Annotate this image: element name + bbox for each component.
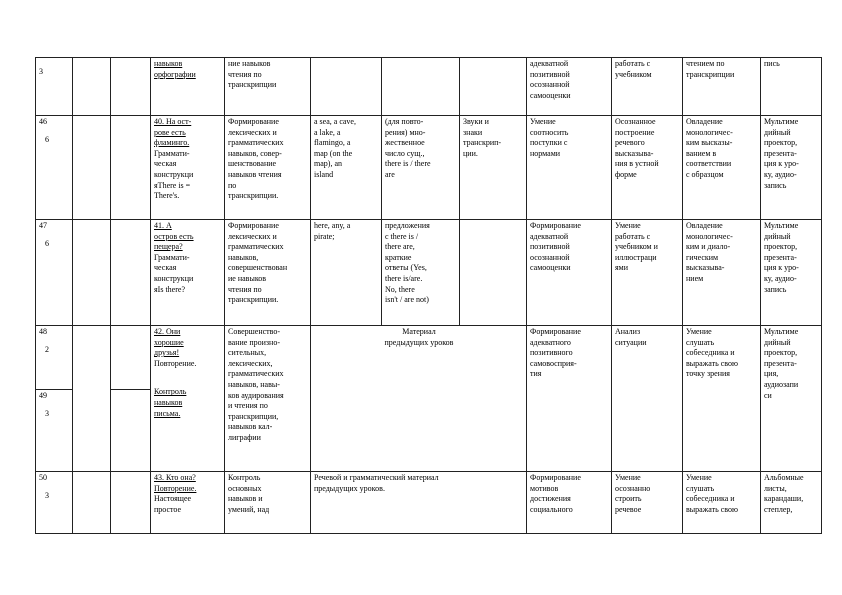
subject-results-cell: Умение слушать собеседника и выражать свою (683, 472, 761, 534)
topic-cell (151, 220, 225, 326)
lesson-hours: 3 (45, 408, 49, 418)
personal-results-cell: Формирование адекватной позитивной осознанной самооценки (527, 220, 612, 326)
equipment-cell: Мультиме дийный проектор, презента- ция к уро- ку, аудио- запись (761, 220, 822, 326)
topic-subtitle: Граммати- ческая конструкци яThere is = There's. (154, 148, 194, 201)
metasubject-results-cell: Умение осознанно строить речевое (612, 472, 683, 534)
empty-cell (111, 472, 151, 534)
lesson-hours: 6 (45, 238, 49, 248)
lesson-number-cell (36, 326, 73, 390)
vocabulary-cell (311, 58, 382, 116)
skills-cell: Контроль основных навыков и умений, над (225, 472, 311, 534)
topic-subtitle: Граммати- ческая конструкци яIs there? (154, 252, 194, 294)
empty-cell (111, 58, 151, 116)
lesson-plan-table (35, 57, 822, 534)
equipment-cell: Мультиме дийный проектор, презента- ция, аудиозапи си (761, 326, 822, 472)
equipment-cell: Альбомные листы, карандаши, степлер, (761, 472, 822, 534)
vocabulary-cell: here, any, a pirate; (311, 220, 382, 326)
lesson-number-cell (36, 220, 73, 326)
lesson-number-cell (36, 472, 73, 534)
material-cell: Речевой и грамматический материал предыдущих уроков. (311, 472, 527, 534)
empty-cell (73, 326, 111, 472)
skills-cell: ние навыков чтения по транскрипции (225, 58, 311, 116)
empty-cell (73, 220, 111, 326)
lesson-number: 46 (39, 117, 47, 126)
lesson-hours: 6 (45, 134, 49, 144)
phonetics-cell: Звуки и знаки транскрип- ции. (460, 116, 527, 220)
personal-results-cell: Формирование мотивов достижения социального (527, 472, 612, 534)
skills-cell: Формирование лексических и грамматических навыков, совершенствован ие навыков чтения по транскрипции. (225, 220, 311, 326)
metasubject-results-cell: работать с учебником (612, 58, 683, 116)
lesson-number-cell (36, 58, 73, 116)
phonetics-cell (460, 220, 527, 326)
grammar-cell (382, 58, 460, 116)
topic-title: навыков орфографии (154, 59, 196, 79)
empty-cell (111, 390, 151, 472)
personal-results-cell: Умение соотносить поступки с нормами (527, 116, 612, 220)
table-row (36, 472, 822, 534)
equipment-cell: пись (761, 58, 822, 116)
lesson-number: 3 (39, 67, 43, 76)
lesson-number-cell (36, 390, 73, 472)
personal-results-cell: адекватной позитивной осознанной самооценки (527, 58, 612, 116)
lesson-number-cell (36, 116, 73, 220)
empty-cell (73, 58, 111, 116)
topic-control-title: Контроль навыков письма. (154, 387, 187, 418)
vocabulary-cell: a sea, a cave, a lake, a flamingo, a map (on the map), an island (311, 116, 382, 220)
metasubject-results-cell: Умение работать с учебником и иллюстраци ями (612, 220, 683, 326)
empty-cell (73, 472, 111, 534)
lesson-hours: 2 (45, 344, 49, 354)
topic-title: 43. Кто она? Повторение. (154, 473, 197, 493)
topic-cell (151, 326, 225, 472)
skills-cell: Формирование лексических и грамматических навыков, совер- шенствование навыков чтения по транскрипции. (225, 116, 311, 220)
table-row (36, 58, 822, 116)
empty-cell (111, 220, 151, 326)
topic-title: 42. Они хорошие друзья! (154, 327, 184, 358)
material-cell: Материал предыдущих уроков (311, 326, 527, 472)
topic-cell (151, 58, 225, 116)
lesson-number: 49 (39, 391, 47, 400)
empty-cell (111, 326, 151, 390)
topic-subtitle: Повторение. (154, 358, 197, 368)
table-row (36, 326, 822, 390)
topic-cell (151, 472, 225, 534)
subject-results-cell: Умение слушать собеседника и выражать свою точку зрения (683, 326, 761, 472)
topic-subtitle: Настоящее простое (154, 494, 192, 514)
lesson-hours: 3 (45, 490, 49, 500)
table-row (36, 116, 822, 220)
subject-results-cell: Овладение монологичес- ким и диало- гическим высказыва- нием (683, 220, 761, 326)
empty-cell (111, 116, 151, 220)
metasubject-results-cell: Осознанное построение речевого высказыва- ния в устной форме (612, 116, 683, 220)
personal-results-cell: Формирование адекватного позитивного самовосприя- тия (527, 326, 612, 472)
lesson-number: 47 (39, 221, 47, 230)
topic-cell (151, 116, 225, 220)
topic-title: 41. А остров есть пещера? (154, 221, 194, 252)
grammar-cell: (для повто- рения) мно- жественное число сущ., there is / there are (382, 116, 460, 220)
lesson-number: 48 (39, 327, 47, 336)
phonetics-cell (460, 58, 527, 116)
grammar-cell: предложения с there is / there are, краткие ответы (Yes, there is/are. No, there isn't / are not) (382, 220, 460, 326)
empty-cell (73, 116, 111, 220)
metasubject-results-cell: Анализ ситуации (612, 326, 683, 472)
topic-title: 40. На ост- рове есть фламинго. (154, 117, 192, 148)
subject-results-cell: чтением по транскрипции (683, 58, 761, 116)
equipment-cell: Мультиме дийный проектор, презента- ция к уро- ку, аудио- запись (761, 116, 822, 220)
skills-cell: Совершенство- вание произно- сительных, лексических, грамматических навыков, навы- ков аудирования и чтения по транскрипции, навыков кал- лиграфии (225, 326, 311, 472)
lesson-number: 50 (39, 473, 47, 482)
subject-results-cell: Овладение монологичес- ким высказы- ванием в соответствии с образцом (683, 116, 761, 220)
table-row (36, 220, 822, 326)
